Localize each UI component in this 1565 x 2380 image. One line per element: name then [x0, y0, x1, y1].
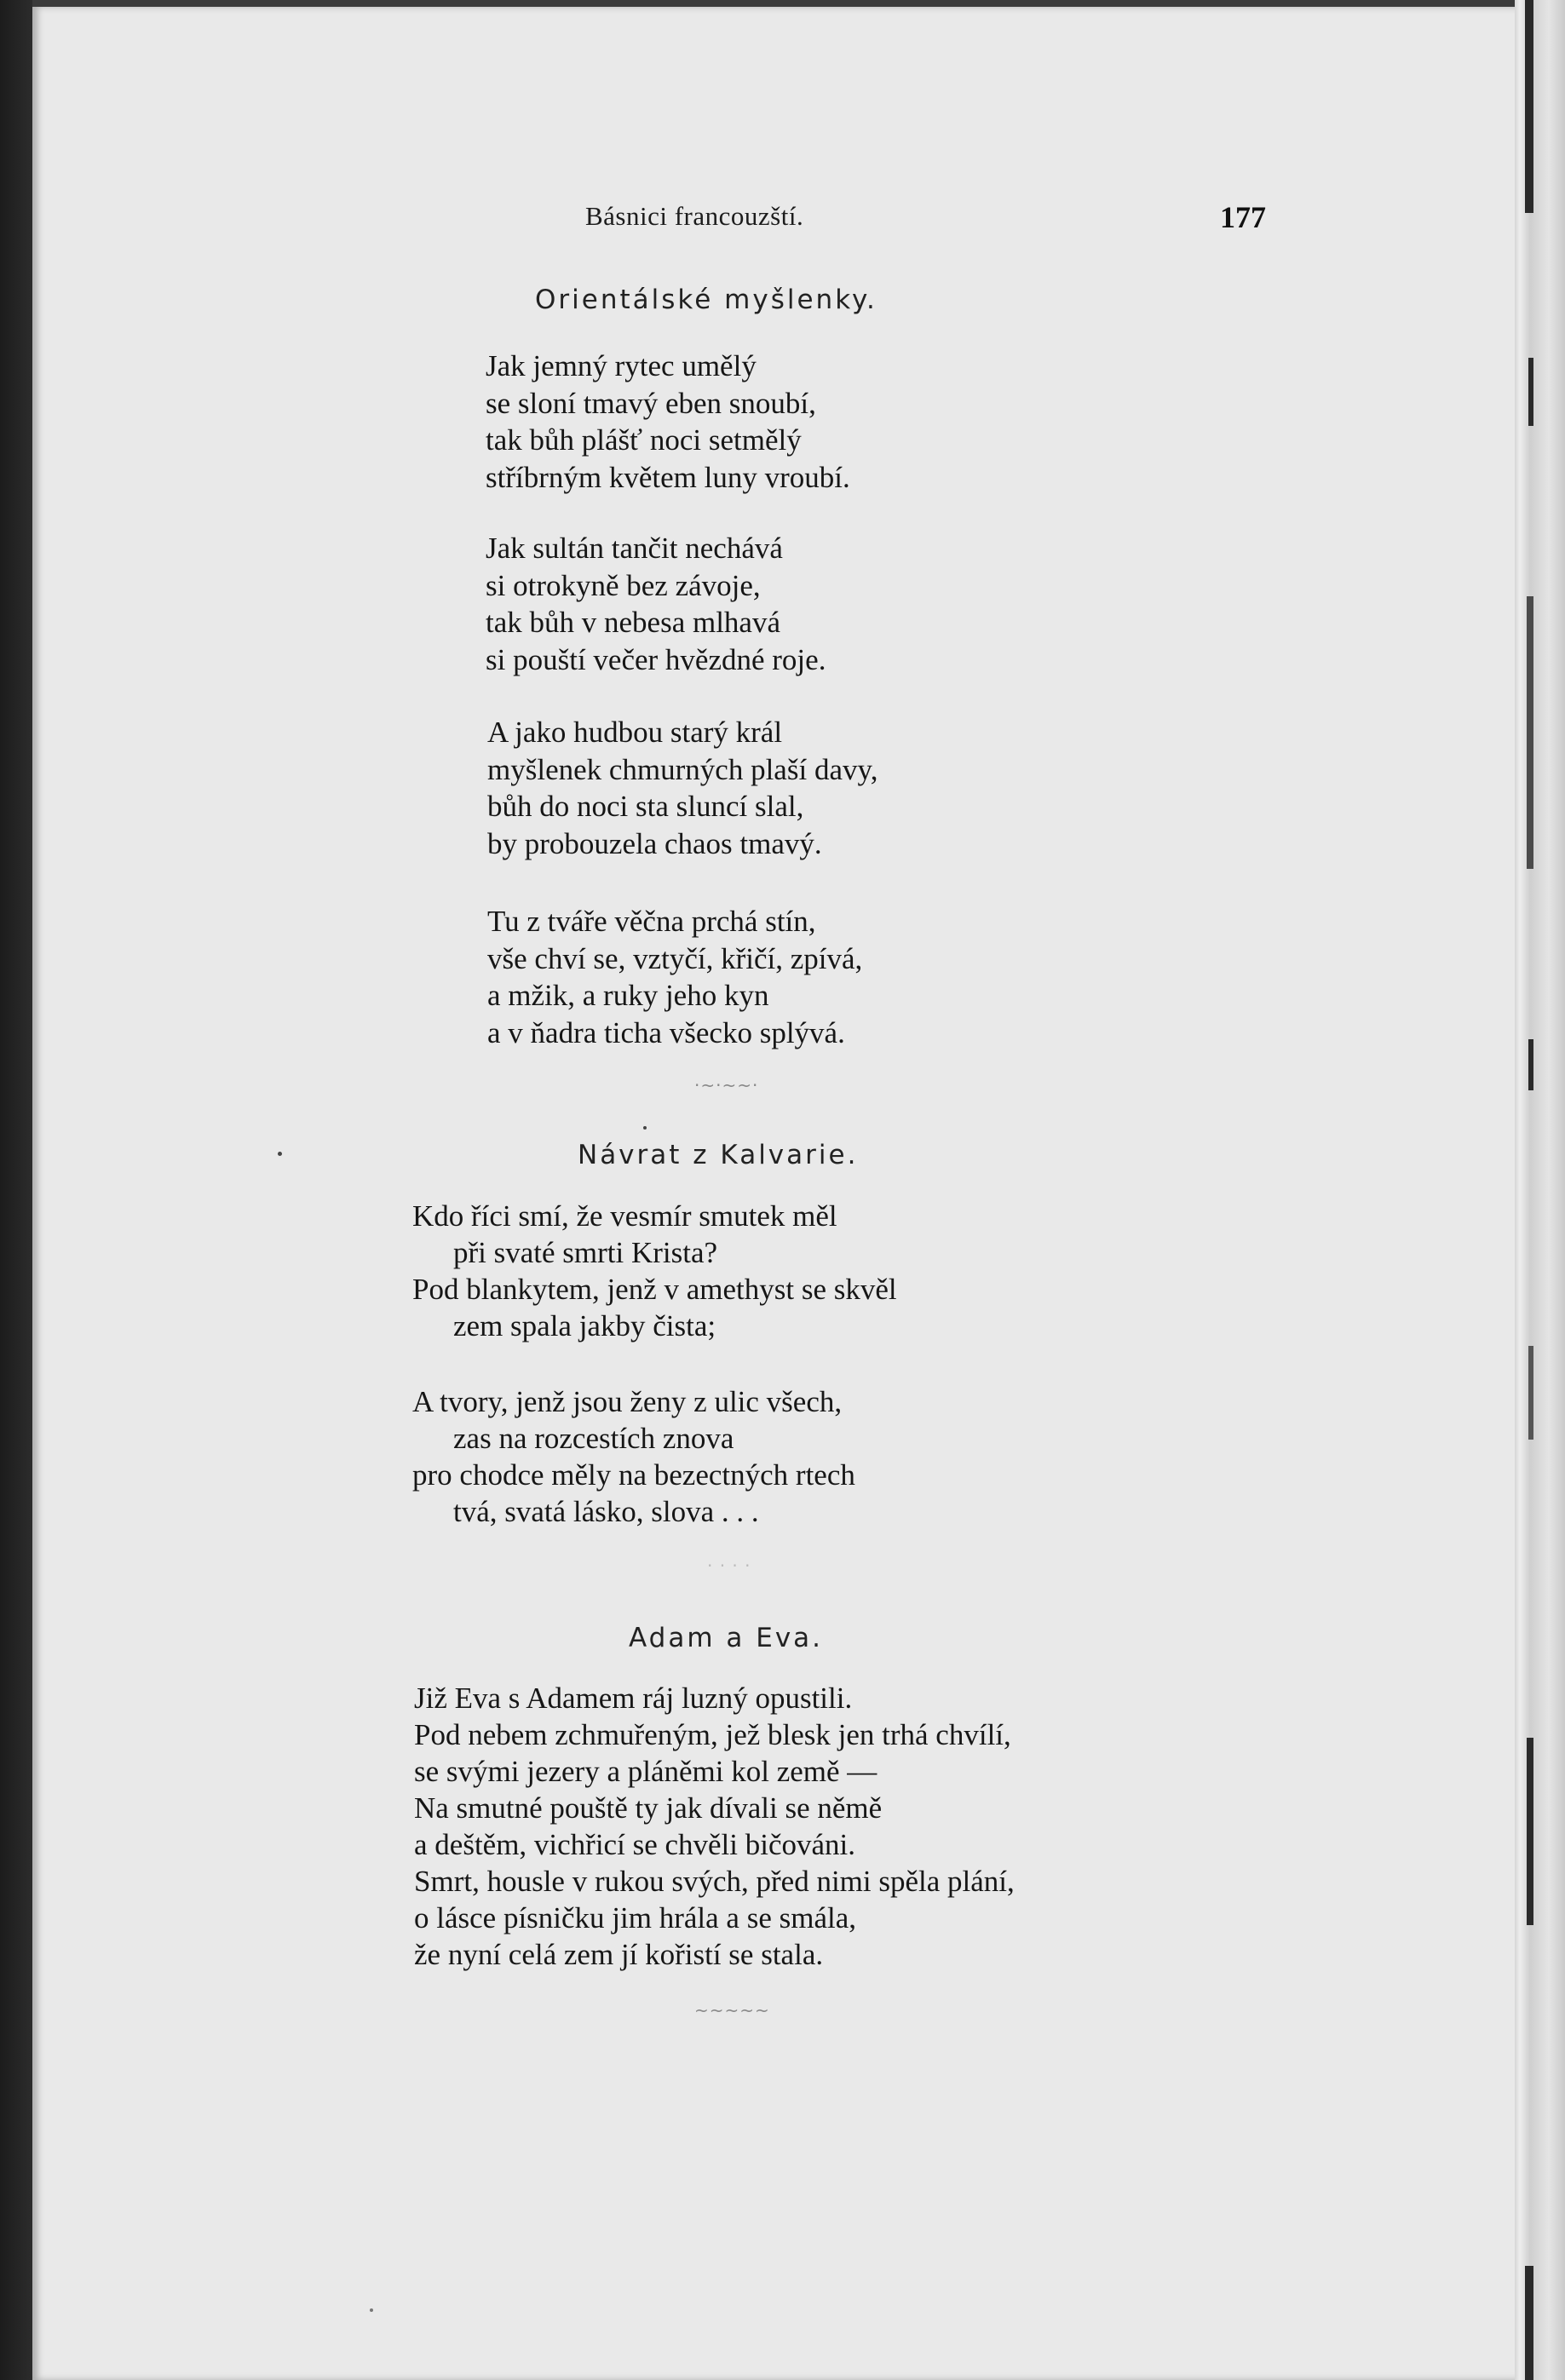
verse-line: se svými jezery a pláněmi kol země — [414, 1755, 877, 1788]
section-ornament: ~~~~~ [694, 2000, 770, 2021]
verse-line: by probouzela chaos tmavý. [487, 826, 822, 860]
verse-line: vše chví se, vztyčí, křičí, zpívá, [487, 941, 863, 975]
verse-line: si pouští večer hvězdné roje. [486, 642, 826, 676]
verse-line: Jak jemný rytec umělý [486, 349, 757, 382]
verse-line: zem spala jakby čista; [453, 1309, 716, 1342]
verse-line: Jak sultán tančit nechává [486, 532, 783, 565]
verse-line: myšlenek chmurných plaší davy, [487, 752, 878, 786]
verse-line: pro chodce měly na bezectných rtech [412, 1458, 855, 1492]
page-header [0, 201, 1565, 239]
poem-stanza [412, 1198, 897, 1344]
section-ornament: · · · · [707, 1555, 751, 1576]
print-speck [278, 1152, 282, 1156]
verse-line: a deštěm, vichřicí se chvěli bičováni. [414, 1828, 856, 1861]
verse-line: o lásce písničku jim hrála a se smála, [414, 1901, 857, 1934]
running-head: Básnici francouzští. [585, 201, 804, 231]
verse-line: Pod nebem zchmuřeným, jež blesk jen trhá chvílí, [414, 1718, 1011, 1751]
verse-line: A jako hudbou starý král [487, 716, 783, 749]
poem-stanza [487, 903, 862, 1051]
poem-stanza [412, 1383, 855, 1530]
book-spine-shadow [0, 0, 32, 2380]
poem-title: Adam a Eva. [629, 1623, 824, 1653]
poem-stanza [487, 714, 877, 862]
verse-line: že nyní celá zem jí kořistí se stala. [414, 1938, 824, 1971]
verse-line: Již Eva s Adamem ráj luzný opustili. [414, 1682, 853, 1715]
page-number: 177 [1220, 200, 1266, 234]
verse-line: a mžik, a ruky jeho kyn [487, 979, 769, 1012]
poem-stanza [414, 1680, 1015, 1973]
verse-line: tvá, svatá lásko, slova . . . [453, 1495, 759, 1528]
verse-line: zas na rozcestích znova [453, 1422, 734, 1455]
poem-title: Orientálské myšlenky. [535, 285, 877, 315]
verse-line: stříbrným květem luny vroubí. [486, 460, 850, 494]
print-speck [370, 2308, 373, 2312]
verse-line: si otrokyně bez závoje, [486, 568, 761, 602]
verse-line: Smrt, housle v rukou svých, před nimi spěla plání, [414, 1865, 1015, 1898]
verse-line: bůh do noci sta sluncí slal, [487, 790, 804, 823]
verse-line: Kdo říci smí, že vesmír smutek měl [412, 1199, 837, 1233]
verse-line: Tu z tváře věčna prchá stín, [487, 905, 816, 938]
print-speck [643, 1126, 647, 1130]
verse-line: tak bůh plášť noci setmělý [486, 423, 802, 457]
poem-stanza [486, 348, 850, 496]
verse-line: Na smutné pouště ty jak dívali se němě [414, 1791, 883, 1825]
poem-title: Návrat z Kalvarie. [578, 1140, 859, 1170]
verse-line: tak bůh v nebesa mlhavá [486, 606, 781, 639]
verse-line: při svaté smrti Krista? [453, 1236, 718, 1269]
verse-line: a v ňadra ticha všecko splývá. [487, 1015, 845, 1049]
verse-line: se sloní tmavý eben snoubí, [486, 386, 816, 420]
section-ornament: ·~·~~· [694, 1075, 759, 1095]
poem-stanza [486, 530, 826, 678]
verse-line: A tvory, jenž jsou ženy z ulic všech, [412, 1385, 843, 1418]
page-edge-stack [1515, 0, 1565, 2380]
verse-line: Pod blankytem, jenž v amethyst se skvěl [412, 1273, 897, 1306]
